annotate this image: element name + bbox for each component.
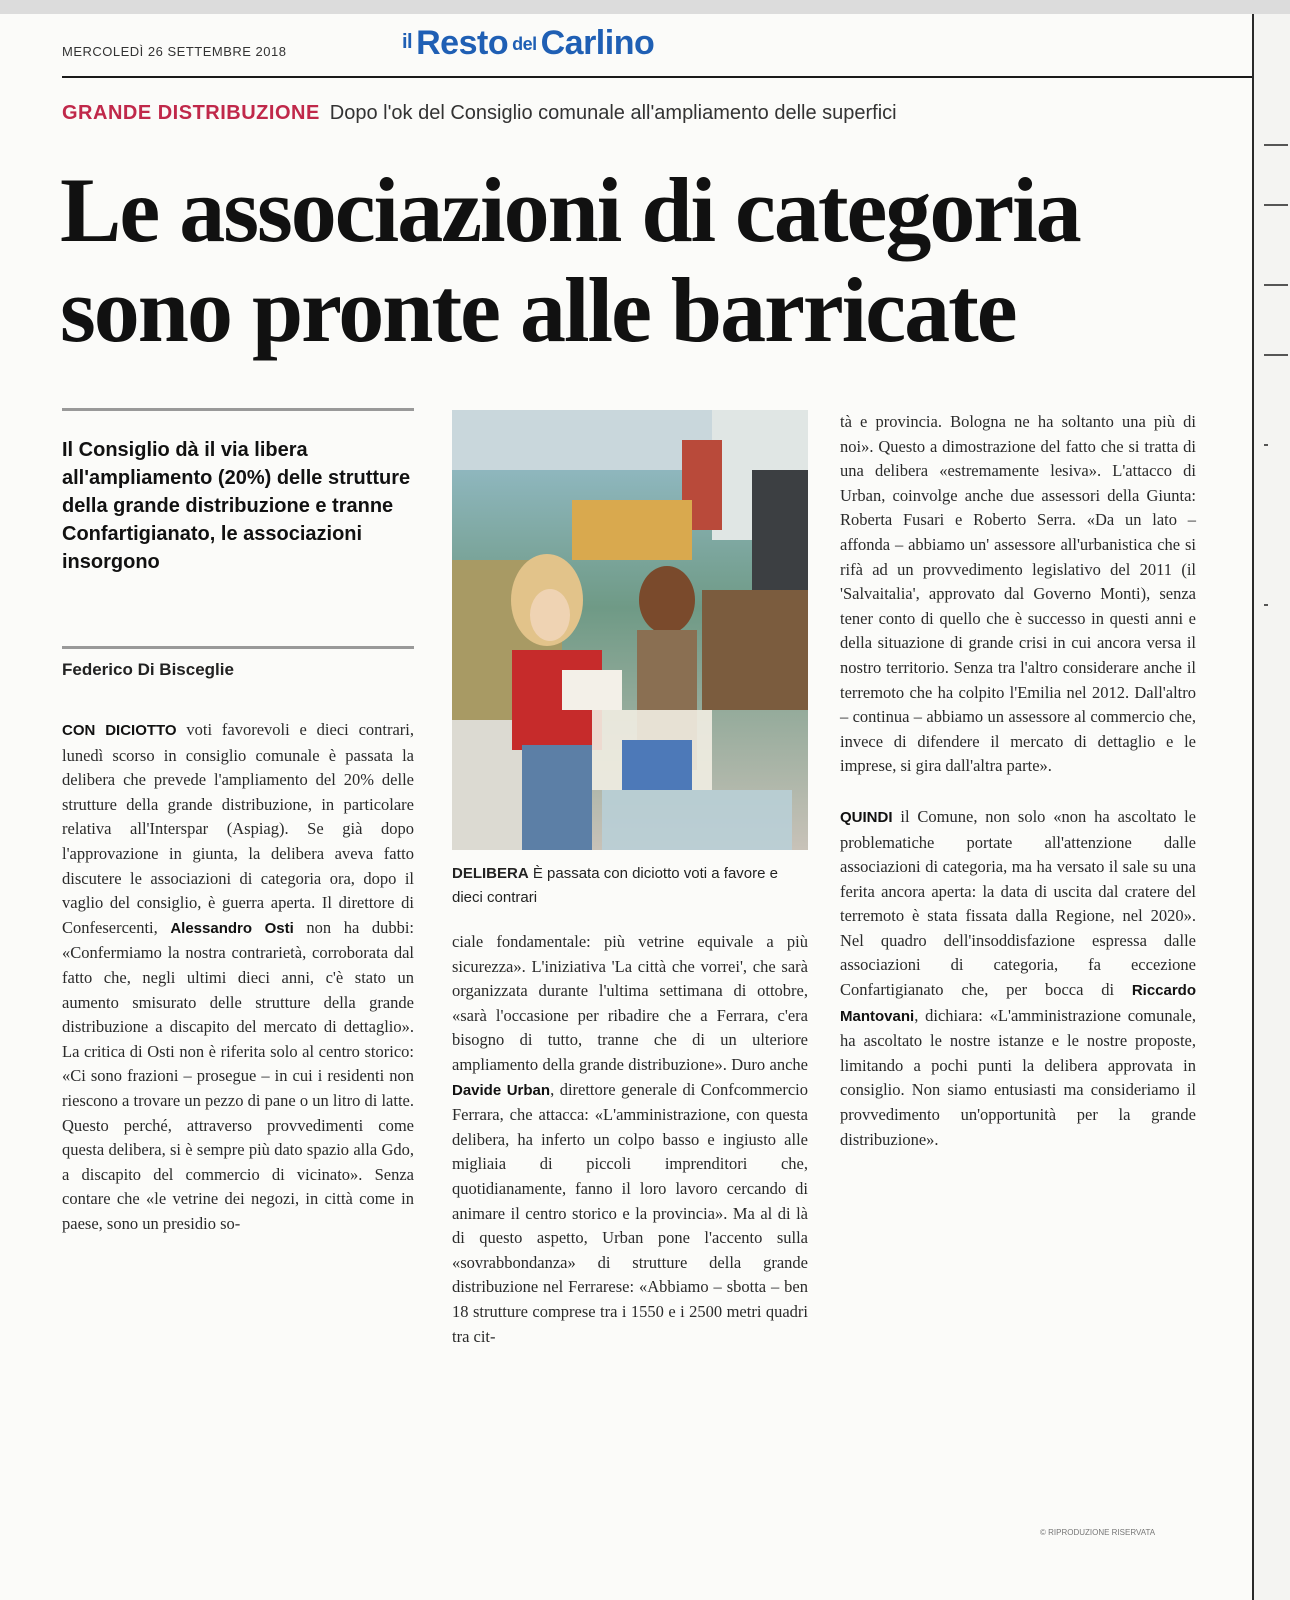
masthead-rule bbox=[62, 76, 1252, 78]
quoted-name-mantovani: Riccardo Mantovani bbox=[840, 982, 1197, 1025]
article-photo bbox=[452, 410, 808, 850]
article-column-2 bbox=[452, 930, 808, 1349]
byline: Federico Di Bisceglie bbox=[62, 660, 234, 679]
caption-text: È passata con diciotto voti a favore e dieci contrari bbox=[452, 865, 778, 906]
quoted-name-osti: Alessandro Osti bbox=[170, 919, 294, 937]
lead-in-2: QUINDI bbox=[840, 808, 893, 826]
lead-in: CON DICIOTTO bbox=[62, 722, 177, 739]
col3-text-3: , dichiara: «L'amministrazione comunale, ha ascoltato le nostre istanze e le nostre proposte, limitando a pochi punti la delibera approvata in consiglio. Non siamo entusiasti ma consideriamo il provvedimento un'opportunità per la grande distribuzione». bbox=[840, 1005, 1196, 1149]
headline-line-2: sono pronte alle barricate bbox=[60, 259, 1016, 361]
col3-text-1: tà e provincia. Bologna ne ha soltanto una più di noi». Questo a dimostrazione del fatto che si tratta di una delibera «estremamente lesiva». L'attacco di Urban, coinvolge anche due assessori della Giunta: Roberta Fusari e Roberto Serra. «Da un lato – affonda – abbiamo un' assessore all'urbanistica che si rifà ad un provvedimento legislativo del 2011 (il 'Salvaitalia', approvato dal Governo Monti), senza tener conto di quello che è successo in questi anni e della situazione di grande crisi in cui ancora versa il nostro territorio. Senza tra l'altro considerare anche il terremoto che ha colpito l'Emilia nel 2012. Dall'altro – continua – abbiamo un assessore al commercio che, invece di difendere il mercato di dettaglio e le imprese, si gira dall'altra parte». bbox=[840, 412, 1196, 776]
copyright-notice: © RIPRODUZIONE RISERVATA bbox=[1040, 1528, 1156, 1537]
section-label: GRANDE DISTRIBUZIONE bbox=[62, 102, 320, 124]
col1-text-2: non ha dubbi: «Confermiamo la nostra contrarietà, corroborata dal fatto che, negli ultimi dieci anni, c'è stato un aumento smisurato delle strutture della grande distribuzione a discapito del mercato di dettaglio». La critica di Osti non è riferita solo al centro storico: «Ci sono frazioni – prosegue – in cui i residenti non riescono a trovare un pezzo di pane o un litro di latte. Questo perché, attraverso provvedimenti come questa delibera, si è sempre più dato spazio alla Gdo, a discapito del commercio di vicinato». Senza contare che «le vetrine dei negozi, in città come in paese, sono un presidio so- bbox=[62, 917, 414, 1233]
article-column-1 bbox=[62, 718, 414, 1236]
headline bbox=[60, 160, 1240, 360]
col3-text-2: il Comune, non solo «non ha ascoltato le problematiche portate all'attenzione dalle associazioni di categoria, ma ha versato il sale su una ferita ancora aperta: la data di uscita dal cratere del terremoto è stata fissata dalla Regione, nel 2020». Nel quadro dell'insoddisfazione espressa dalle associazioni di categoria, fa eccezione Confartigianato che, per bocca di bbox=[840, 806, 1197, 1000]
photo-caption bbox=[452, 862, 808, 910]
col2-text-2: , direttore generale di Confcommercio Ferrara, che attacca: «L'amministrazione, con questa delibera, ha inferto un colpo basso e ingiusto alle migliaia di piccoli imprenditori che, quotidianamente, fanno il loro lavoro cercando di animare il centro storico e la provincia». Ma al di là di questo aspetto, Urban pone l'accento sulla «sovrabbondanza» di strutture della grande distribuzione nel Ferrarese: «Abbiamo – sbotta – ben 18 strutture comprese tra i 1550 e i 2500 metri quadri tra cit- bbox=[452, 1079, 808, 1346]
quoted-name-urban: Davide Urban bbox=[452, 1081, 551, 1099]
col1-text-1: voti favorevoli e dieci contrari, lunedì scorso in consiglio comunale è passata la delibera che prevede l'ampliamento del 20% delle strutture della grande distribuzione, in particolare relativa all'Interspar (Aspiag). Se già dopo l'approvazione in giunta, la delibera aveva fatto discutere le associazioni di categoria ora, dopo il vaglio del consiglio, è guerra aperta. Il direttore di Confesercenti, bbox=[62, 720, 415, 937]
article-column-3 bbox=[840, 410, 1196, 1152]
issue-date: MERCOLEDÌ 26 SETTEMBRE 2018 bbox=[62, 44, 287, 59]
caption-lead: DELIBERA bbox=[452, 865, 529, 882]
browser-top-bar bbox=[0, 0, 1290, 15]
newspaper-logo: il Resto del Carlino bbox=[402, 24, 655, 62]
kicker bbox=[62, 102, 1242, 125]
kicker-text: Dopo l'ok del Consiglio comunale all'ampliamento delle superfici bbox=[329, 102, 897, 124]
masthead bbox=[62, 22, 1242, 72]
adjacent-column-edge bbox=[1252, 14, 1290, 1600]
summary-top-rule bbox=[62, 408, 414, 411]
summary: Il Consiglio dà il via libera all'ampliamento (20%) delle strutture della grande distribuzione e tranne Confartigianato, le associazioni insorgono bbox=[62, 439, 411, 573]
col2-text-1: ciale fondamentale: più vetrine equivale a più sicurezza». L'iniziativa 'La città che vorrei', che sarà organizzata durante l'ultima settimana di ottobre, «sarà l'occasione per ribadire che a Ferrara, c'era bisogno di tutto, tranne che di un ulteriore ampliamento della grande distribuzione». Duro anche bbox=[452, 932, 808, 1074]
byline-rule bbox=[62, 646, 414, 649]
headline-line-1: Le associazioni di categoria bbox=[60, 159, 1080, 261]
